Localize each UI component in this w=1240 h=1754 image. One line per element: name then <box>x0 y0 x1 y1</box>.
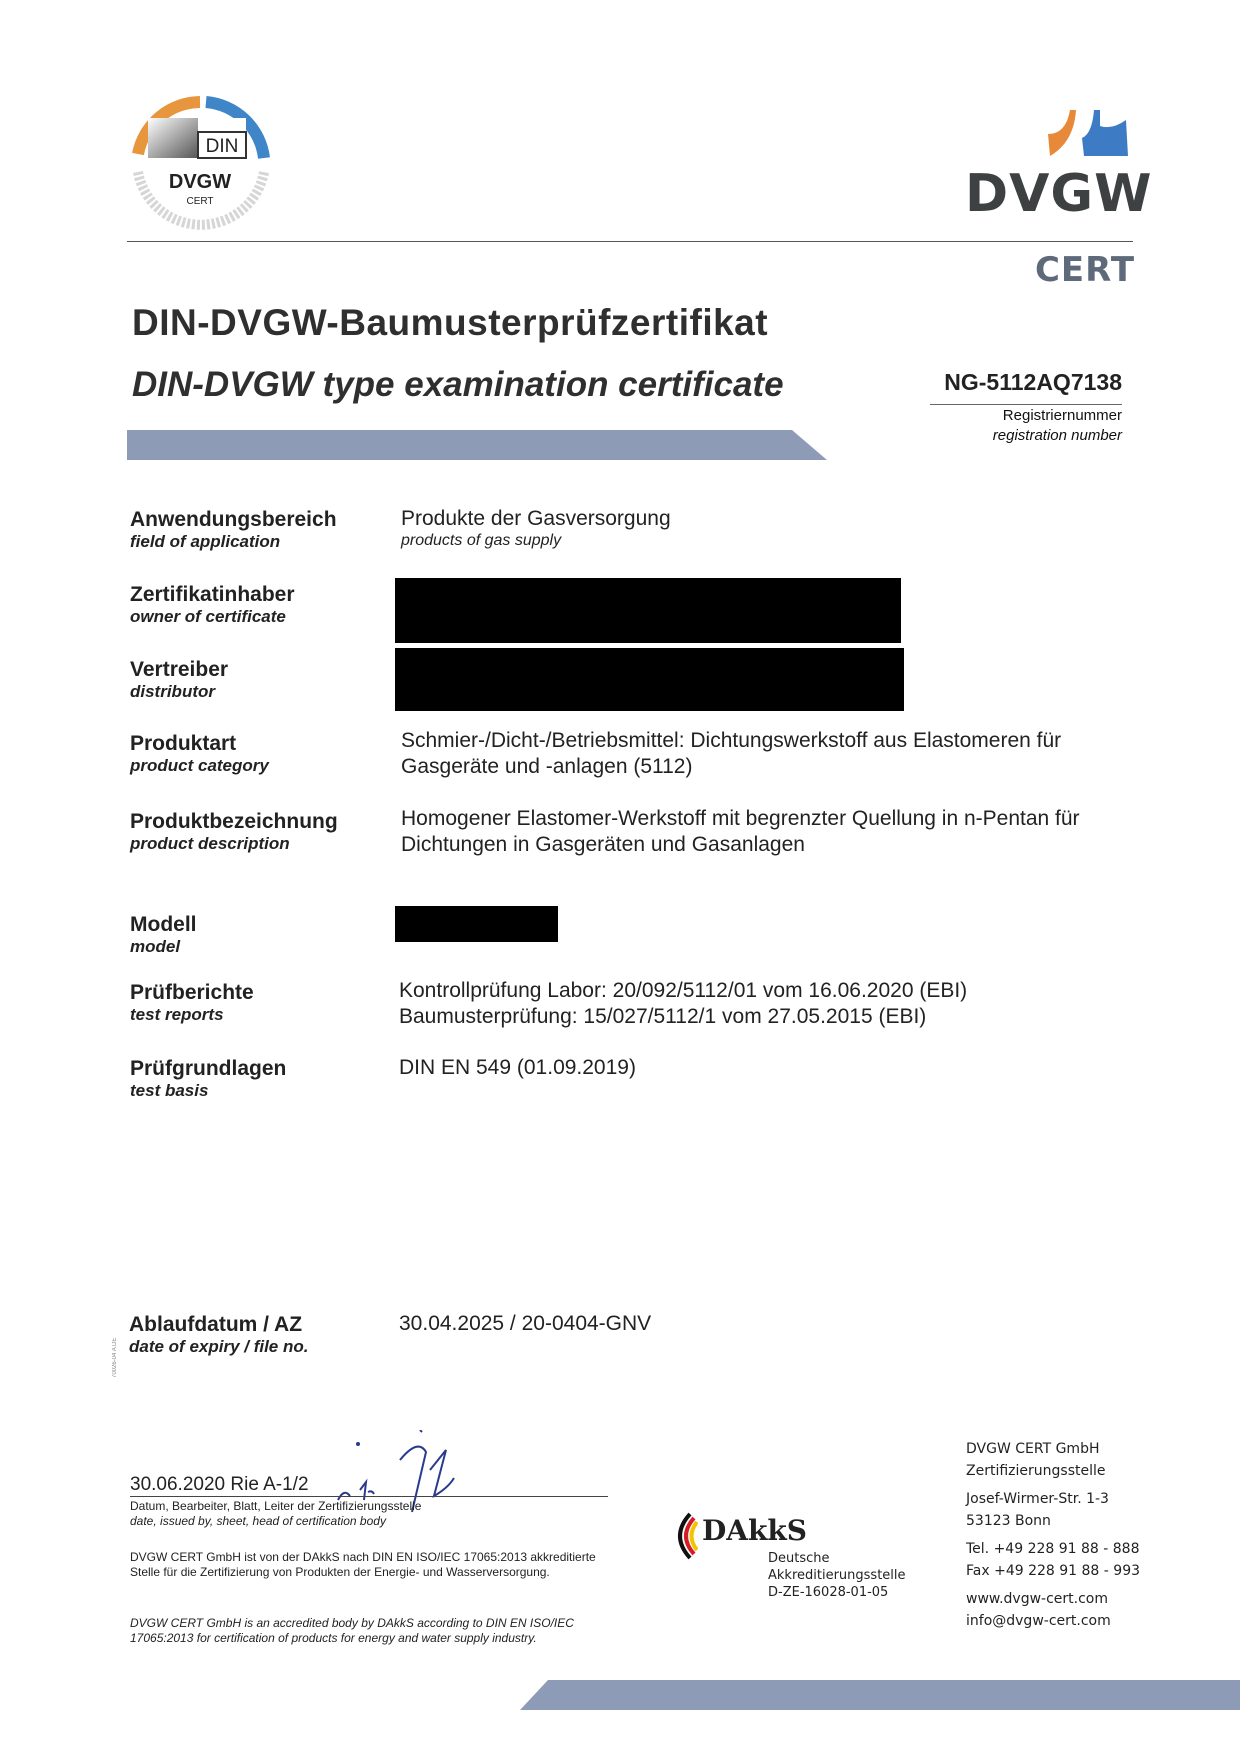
field-label-en: test reports <box>130 1005 224 1024</box>
title-english: DIN-DVGW type examination certificate <box>132 365 784 404</box>
field-test-reports <box>130 981 254 1025</box>
field-value-line: Homogener Elastomer-Werkstoff mit begrenzter Quellung in n-Pentan für <box>401 807 1080 830</box>
field-label-en: test basis <box>130 1081 209 1100</box>
dakks-line1: Deutsche <box>768 1551 830 1566</box>
dvgw-drop-icon <box>1048 108 1130 160</box>
field-expiry <box>129 1313 308 1357</box>
field-application <box>130 508 337 552</box>
field-value: Produkte der Gasversorgung <box>401 507 671 530</box>
header-rule <box>127 241 1133 242</box>
field-distributor <box>130 658 228 702</box>
field-model <box>130 913 197 957</box>
field-label-en: product description <box>130 834 290 853</box>
field-label: Produktart <box>130 732 237 755</box>
din-dvgw-cert-logo <box>130 96 270 236</box>
field-value-en: products of gas supply <box>401 532 562 549</box>
signature-caption-en: date, issued by, sheet, head of certification body <box>130 1514 386 1528</box>
field-label-en: field of application <box>130 532 281 551</box>
signature-caption-de: Datum, Bearbeiter, Blatt, Leiter der Zertifizierungsstelle <box>130 1499 422 1513</box>
signature-date-line: 30.06.2020 Rie A-1/2 <box>130 1474 309 1495</box>
address-tel: Tel. +49 228 91 88 - 888 <box>966 1541 1140 1557</box>
dvgw-cert-logo <box>965 106 1153 296</box>
field-label: Modell <box>130 913 197 936</box>
company-address <box>966 1438 1140 1632</box>
accreditation-text-de: DVGW CERT GmbH ist von der DAkkS nach DIN EN ISO/IEC 17065:2013 akkreditierte Stelle für die Zertifizierung von Produkten der Energie- und Wasserversorgung. <box>130 1550 596 1579</box>
field-product-category <box>130 732 269 776</box>
field-label: Prüfberichte <box>130 981 254 1004</box>
dakks-line2: Akkreditierungsstelle <box>768 1568 906 1583</box>
field-owner <box>130 583 295 627</box>
title-stripe <box>127 430 827 460</box>
field-value-line: Schmier-/Dicht-/Betriebsmittel: Dichtungswerkstoff aus Elastomeren für <box>401 729 1062 752</box>
field-label: Zertifikatinhaber <box>130 583 295 606</box>
field-label: Vertreiber <box>130 658 229 681</box>
field-product-category-value <box>401 728 1061 780</box>
field-value-line: Baumusterprüfung: 15/027/5112/1 vom 27.05.2015 (EBI) <box>399 1005 927 1028</box>
svg-text:CERT: CERT <box>186 196 214 207</box>
svg-text:DVGW: DVGW <box>168 171 232 193</box>
title-german: DIN-DVGW-Baumusterprüfzertifikat <box>132 302 769 343</box>
address-company: DVGW CERT GmbH <box>966 1441 1100 1457</box>
expiry-value: 30.04.2025 / 20-0404-GNV <box>399 1312 652 1335</box>
field-label-en: model <box>130 937 181 956</box>
registration-rule <box>930 404 1122 405</box>
field-label-en: owner of certificate <box>130 607 286 626</box>
field-label: Prüfgrundlagen <box>130 1057 287 1080</box>
side-form-code: 70026-04 A DE <box>112 1337 118 1378</box>
address-web[interactable]: www.dvgw-cert.com <box>966 1591 1108 1607</box>
dvgw-wordmark: DVGW <box>965 164 1153 224</box>
field-test-reports-value <box>399 978 967 1030</box>
address-dept: Zertifizierungsstelle <box>966 1463 1106 1479</box>
dakks-flag-icon <box>668 1512 698 1560</box>
svg-text:DIN: DIN <box>205 136 239 157</box>
field-label-en: distributor <box>130 682 215 701</box>
address-street: Josef-Wirmer-Str. 1-3 <box>966 1491 1109 1507</box>
dakks-line3: D-ZE-16028-01-05 <box>768 1585 889 1600</box>
dakks-logo <box>668 1510 928 1600</box>
field-application-value <box>401 506 671 550</box>
registration-number: NG-5112AQ7138 <box>944 369 1122 395</box>
field-label: Produktbezeichnung <box>130 810 338 833</box>
field-value-line: Kontrollprüfung Labor: 20/092/5112/01 vom 16.06.2020 (EBI) <box>399 979 968 1002</box>
field-value: DIN EN 549 (01.09.2019) <box>399 1056 636 1079</box>
field-label: Anwendungsbereich <box>130 508 337 531</box>
address-city: 53123 Bonn <box>966 1513 1051 1529</box>
address-mail[interactable]: info@dvgw-cert.com <box>966 1613 1111 1629</box>
address-fax: Fax +49 228 91 88 - 993 <box>966 1563 1141 1579</box>
field-label-en: product category <box>130 756 269 775</box>
field-value-line: Dichtungen in Gasgeräten und Gasanlagen <box>401 833 805 856</box>
footer-stripe <box>520 1680 1240 1710</box>
field-value-line: Gasgeräte und -anlagen (5112) <box>401 755 693 778</box>
redaction-distributor <box>395 648 904 711</box>
field-product-description-value <box>401 806 1080 858</box>
field-label-en: date of expiry / file no. <box>129 1337 309 1356</box>
cert-wordmark: CERT <box>1034 250 1136 290</box>
registration-label-de: Registriernummer <box>1002 407 1122 424</box>
dakks-name: DAkkS <box>702 1514 808 1547</box>
field-product-description <box>130 810 338 854</box>
registration-label-en: registration number <box>992 427 1122 444</box>
field-test-basis-value <box>399 1055 636 1081</box>
accreditation-text-en: DVGW CERT GmbH is an accredited body by DAkkS according to DIN EN ISO/IEC 17065:2013 for certification of products for energy and water supply industry. <box>130 1616 574 1645</box>
field-label: Ablaufdatum / AZ <box>129 1313 303 1336</box>
signature-rule <box>130 1496 608 1497</box>
redaction-model <box>395 906 558 942</box>
redaction-owner <box>395 578 901 643</box>
field-test-basis <box>130 1057 286 1101</box>
